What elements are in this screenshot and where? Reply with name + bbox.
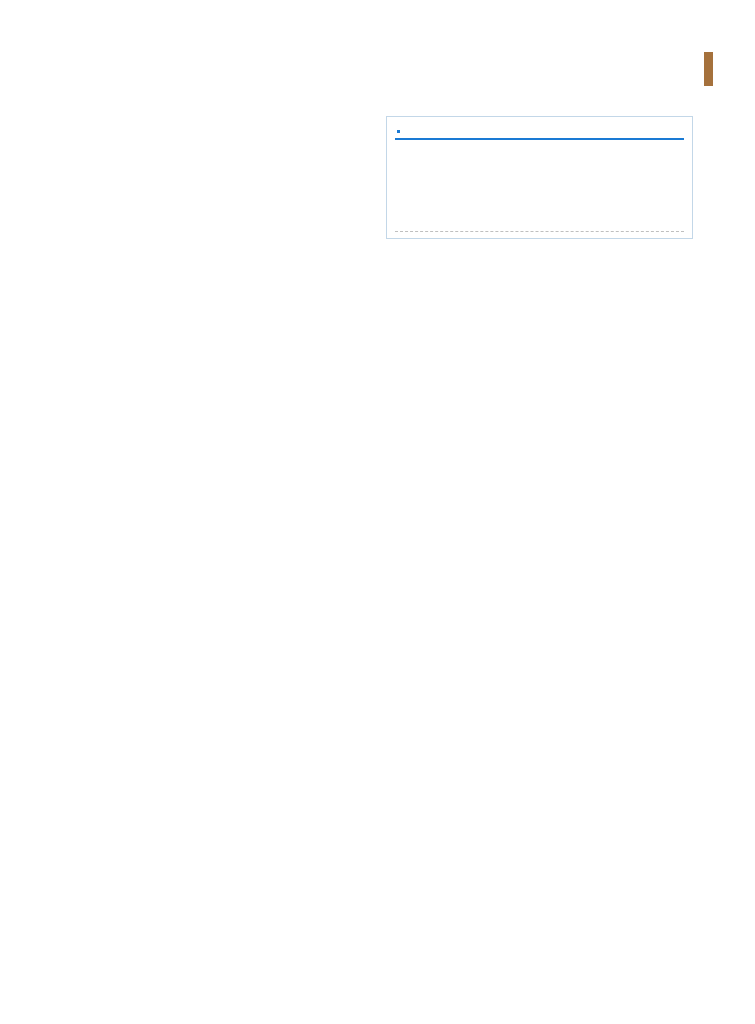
figure-6-chart (386, 116, 693, 239)
left-column (64, 106, 371, 133)
page-header (695, 52, 713, 86)
figure-divider (395, 138, 684, 140)
right-column (386, 106, 693, 252)
bullet-icon (397, 130, 400, 133)
figure-note (397, 128, 674, 135)
line-chart (395, 143, 684, 229)
header-accent-bar (704, 52, 713, 86)
figure-footer (395, 231, 684, 235)
